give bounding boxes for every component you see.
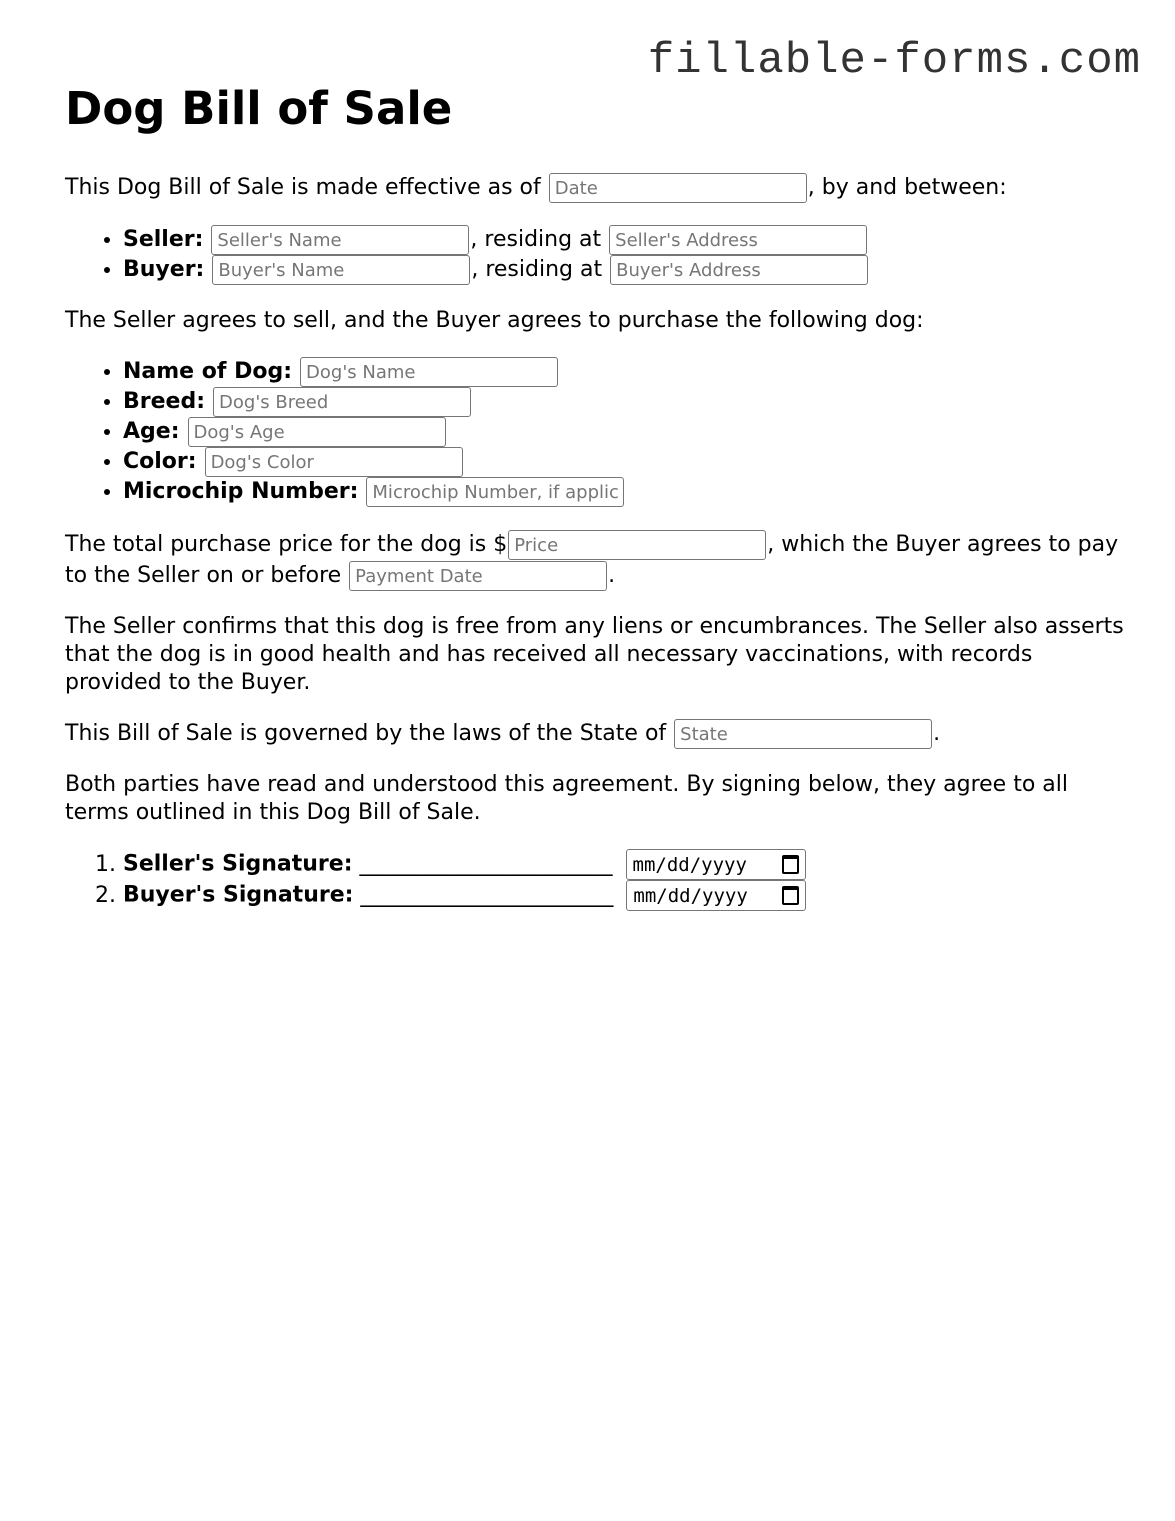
seller-name-input[interactable] xyxy=(211,225,469,255)
dog-name-item xyxy=(123,357,1125,387)
seller-label: Seller: xyxy=(123,227,204,252)
seller-date-input[interactable] xyxy=(626,849,806,880)
state-input[interactable] xyxy=(674,719,932,749)
dog-breed-label: Breed: xyxy=(123,389,206,414)
buyer-signature-line[interactable]: _______________________ xyxy=(360,882,614,908)
document-body xyxy=(65,78,1125,933)
buyer-signature-label: Buyer's Signature: xyxy=(123,882,354,908)
dog-breed-item xyxy=(123,387,1125,417)
price-paragraph xyxy=(65,529,1125,591)
calendar-icon[interactable] xyxy=(782,886,799,905)
intro-paragraph xyxy=(65,173,1125,203)
dog-age-label: Age: xyxy=(123,419,180,444)
dog-age-item xyxy=(123,417,1125,447)
seller-signature-line[interactable]: _______________________ xyxy=(359,851,613,877)
effective-date-input[interactable] xyxy=(549,173,807,203)
signatures-list xyxy=(65,849,1125,911)
seller-residing-text: , residing at xyxy=(470,227,602,252)
dog-name-label: Name of Dog: xyxy=(123,359,293,384)
dog-color-label: Color: xyxy=(123,449,197,474)
seller-date-format: mm/dd/yyyy xyxy=(632,853,747,876)
law-text: This Bill of Sale is governed by the laws of the State of xyxy=(65,721,667,746)
calendar-icon[interactable] xyxy=(782,855,799,874)
buyer-residing-text: , residing at xyxy=(471,257,603,282)
buyer-item xyxy=(123,255,1125,285)
seller-item xyxy=(123,225,1125,255)
buyer-label: Buyer: xyxy=(123,257,205,282)
microchip-item xyxy=(123,477,1125,507)
buyer-date-input[interactable] xyxy=(626,880,806,911)
seller-signature-label: Seller's Signature: xyxy=(123,851,353,877)
law-paragraph xyxy=(65,719,1125,749)
watermark: fillable-forms.com xyxy=(647,36,1141,86)
dog-name-input[interactable] xyxy=(300,357,558,387)
dog-color-item xyxy=(123,447,1125,477)
seller-address-input[interactable] xyxy=(609,225,867,255)
price-input[interactable] xyxy=(508,530,766,560)
intro-text: This Dog Bill of Sale is made effective as of xyxy=(65,175,541,200)
microchip-input[interactable] xyxy=(366,477,624,507)
parties-list xyxy=(65,225,1125,285)
microchip-label: Microchip Number: xyxy=(123,479,359,504)
dog-breed-input[interactable] xyxy=(213,387,471,417)
price-text: The total purchase price for the dog is $ xyxy=(65,532,508,557)
price-middle-text: , which the Buyer agrees to pay to the Seller on or before xyxy=(65,532,1119,588)
buyer-date-format: mm/dd/yyyy xyxy=(633,884,748,907)
buyer-address-input[interactable] xyxy=(610,255,868,285)
dog-age-input[interactable] xyxy=(188,417,446,447)
seller-signature-item xyxy=(123,849,1125,880)
intro-after-text: , by and between: xyxy=(807,175,1007,200)
price-after-text: . xyxy=(608,563,616,588)
agree-paragraph: The Seller agrees to sell, and the Buyer agrees to purchase the following dog: xyxy=(65,308,924,333)
payment-date-input[interactable] xyxy=(349,561,607,591)
dog-color-input[interactable] xyxy=(205,447,463,477)
buyer-signature-item xyxy=(123,880,1125,911)
buyer-name-input[interactable] xyxy=(212,255,470,285)
law-after-text: . xyxy=(933,721,941,746)
dog-details-list xyxy=(65,357,1125,507)
both-parties-paragraph: Both parties have read and understood this agreement. By signing below, they agree to all terms outlined in this Dog Bill of Sale. xyxy=(65,772,1068,825)
confirm-paragraph: The Seller confirms that this dog is free from any liens or encumbrances. The Seller also asserts that the dog is in good health and has received all necessary vaccinations, with records provided to the Buyer. xyxy=(65,614,1124,695)
page-title: Dog Bill of Sale xyxy=(65,82,453,135)
